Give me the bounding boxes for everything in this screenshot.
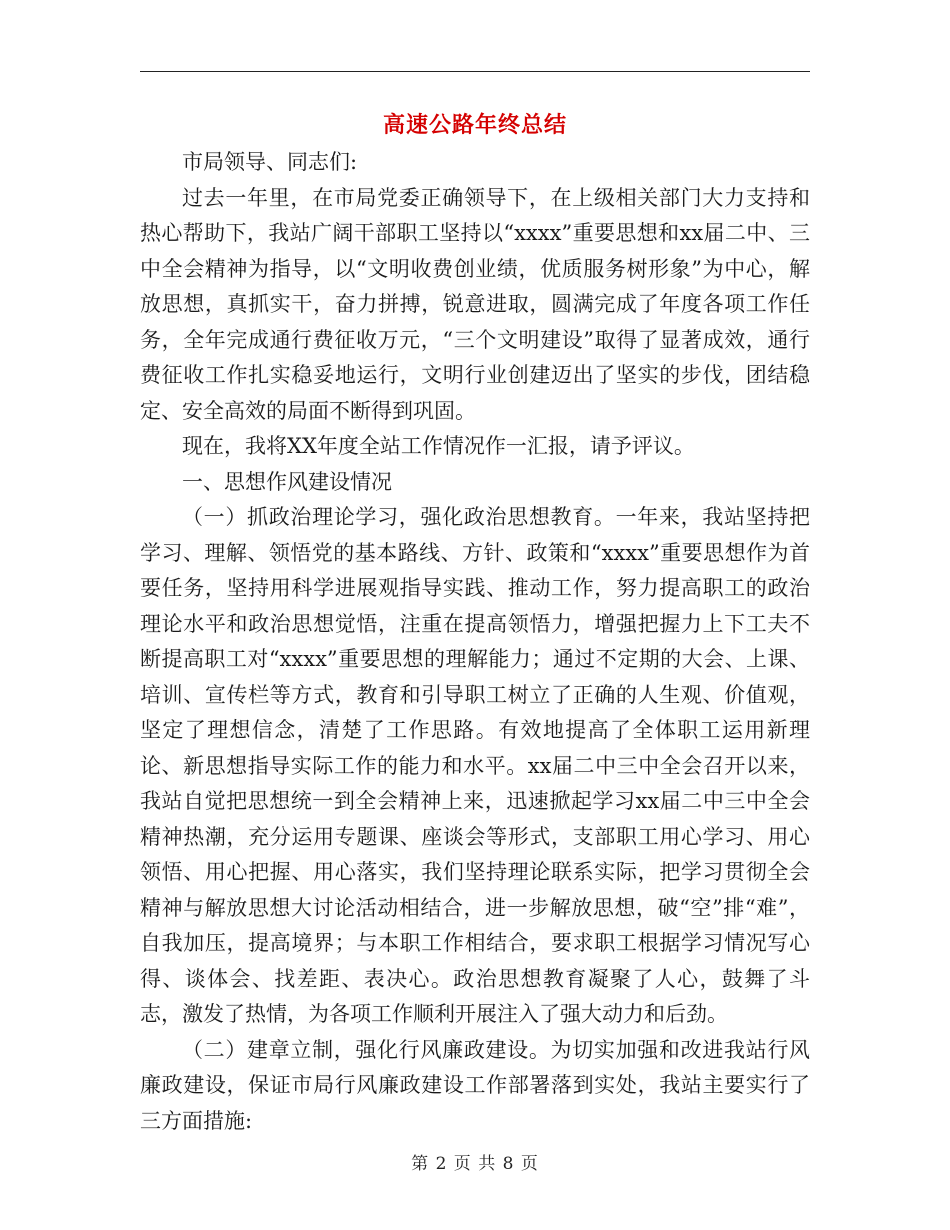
header-rule xyxy=(140,71,810,72)
salutation-paragraph: 市局领导、同志们: xyxy=(182,150,358,174)
intro-paragraph: 过去一年里，在市局党委正确领导下，在上级相关部门大力支持和热心帮助下，我站广阔干部职工坚持以“xxxx”重要思想和xx届二中、三中全会精神为指导，以“文明收费创业绩，优质服务树形象”为中心，解放思想，真抓实干，奋力拼搏，锐意进取，圆满完成了年度各项工作任务，全年完成通行费征收万元，“三个文明建设”取得了显著成效，通行费征收工作扎实稳妥地运行，文明行业创建迈出了坚实的步伐，团结稳定、安全高效的局面不断得到巩固。 xyxy=(140,185,810,423)
section-heading: 一、思想作风建设情况 xyxy=(182,469,392,494)
subsection-2-paragraph: （二）建章立制，强化行风廉政建设。为切实加强和改进我站行风廉政建设，保证市局行风廉政建设工作部署落到实处，我站主要实行了三方面措施: xyxy=(140,1037,810,1133)
report-paragraph: 现在，我将XX年度全站工作情况作一汇报，请予评议。 xyxy=(182,434,695,458)
subsection-1-paragraph: （一）抓政治理论学习，强化政治思想教育。一年来，我站坚持把学习、理解、领悟党的基本路线、方针、政策和“xxxx”重要思想作为首要任务，坚持用科学进展观指导实践、推动工作，努力提高职工的政治理论水平和政治思想觉悟，注重在提高领悟力，增强把握力上下工夫不断提高职工对“xxxx”重要思想的理解能力；通过不定期的大会、上课、培训、宣传栏等方式，教育和引导职工树立了正确的人生观、价值观，坚定了理想信念，清楚了工作思路。有效地提高了全体职工运用新理论、新思想指导实际工作的能力和水平。xx届二中三中全会召开以来，我站自觉把思想统一到全会精神上来，迅速掀起学习xx届二中三中全会精神热潮，充分运用专题课、座谈会等形式，支部职工用心学习、用心领悟、用心把握、用心落实，我们坚持理论联系实际，把学习贯彻全会精神与解放思想大讨论活动相结合，进一步解放思想，破“空”排“难”，自我加压，提高境界；与本职工作相结合，要求职工根据学习情况写心得、谈体会、找差距、表决心。政治思想教育凝聚了人心，鼓舞了斗志，激发了热情，为各项工作顺利开展注入了强大动力和后劲。 xyxy=(140,505,810,1026)
document-body xyxy=(140,145,810,1139)
page-title: 高速公路年终总结 xyxy=(382,112,567,138)
page-footer: 第 2 页 共 8 页 xyxy=(411,1154,539,1174)
